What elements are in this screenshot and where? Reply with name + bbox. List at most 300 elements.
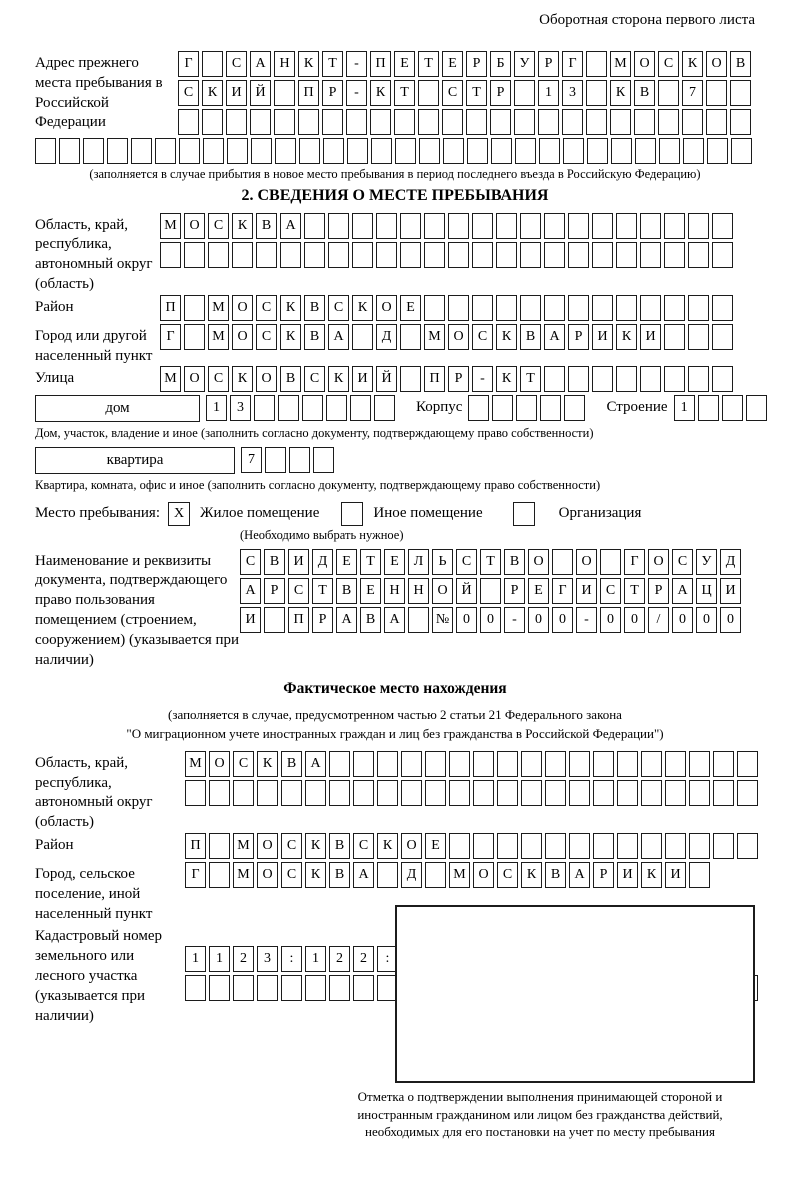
char-box: Е (360, 578, 381, 604)
char-box (497, 833, 518, 859)
char-box: О (232, 324, 253, 350)
char-box (274, 109, 295, 135)
char-box (635, 138, 656, 164)
stroenie-cells (674, 395, 770, 421)
char-box (305, 975, 326, 1001)
char-box (491, 138, 512, 164)
char-box: А (280, 213, 301, 239)
city-field (35, 324, 755, 367)
char-box: О (648, 549, 669, 575)
char-box (713, 833, 734, 859)
fact-district-label: Район (35, 837, 74, 853)
char-box: В (256, 213, 277, 239)
stay-type-row (35, 502, 755, 526)
char-box: К (232, 213, 253, 239)
char-box (184, 295, 205, 321)
char-box: К (305, 833, 326, 859)
char-box: И (665, 862, 686, 888)
apartment-cells (241, 447, 337, 473)
fact-city-label: Город, сельское поселение, иной населенный пункт (35, 866, 153, 922)
char-box: А (250, 51, 271, 77)
char-box: С (256, 295, 277, 321)
char-box (490, 109, 511, 135)
char-box (209, 780, 230, 806)
char-box (665, 833, 686, 859)
char-box: Д (312, 549, 333, 575)
char-box (610, 109, 631, 135)
char-box: Н (274, 51, 295, 77)
char-box: К (496, 366, 517, 392)
char-box (586, 109, 607, 135)
char-box: Г (160, 324, 181, 350)
char-box (323, 138, 344, 164)
char-box (640, 366, 661, 392)
char-box (418, 109, 439, 135)
char-box (131, 138, 152, 164)
char-box: 0 (720, 607, 741, 633)
char-box (448, 213, 469, 239)
char-box: - (504, 607, 525, 633)
char-box: К (305, 862, 326, 888)
house-type-box: дом (35, 395, 200, 422)
char-box: Й (456, 578, 477, 604)
char-box (202, 51, 223, 77)
korpus-cells (468, 395, 588, 421)
char-box (59, 138, 80, 164)
char-box: О (376, 295, 397, 321)
char-box: М (208, 295, 229, 321)
char-box: К (232, 366, 253, 392)
char-box: С (328, 295, 349, 321)
char-box (568, 366, 589, 392)
fact-district-field (35, 833, 755, 862)
char-box: М (233, 833, 254, 859)
char-box (712, 295, 733, 321)
char-box (564, 395, 585, 421)
char-box (641, 833, 662, 859)
fact-caption-2: "О миграционном учете иностранных граждан и лиц без гражданства в Российской Федерации") (126, 725, 664, 741)
char-box (424, 242, 445, 268)
prev-address-row-1 (178, 51, 754, 77)
char-box (443, 138, 464, 164)
char-box: 0 (696, 607, 717, 633)
char-box: В (304, 295, 325, 321)
char-box (400, 213, 421, 239)
char-box (568, 213, 589, 239)
char-box (544, 366, 565, 392)
char-box: С (226, 51, 247, 77)
char-box (569, 833, 590, 859)
char-box: П (185, 833, 206, 859)
city-row (160, 324, 736, 350)
char-box (472, 295, 493, 321)
char-box: 1 (305, 946, 326, 972)
char-box: В (281, 751, 302, 777)
char-box (496, 242, 517, 268)
char-box: 0 (600, 607, 621, 633)
char-box (400, 324, 421, 350)
street-row (160, 366, 736, 392)
stroenie-label: Строение (606, 399, 668, 416)
char-box: Г (185, 862, 206, 888)
char-box (184, 242, 205, 268)
char-box (449, 751, 470, 777)
char-box (514, 109, 535, 135)
char-box (377, 751, 398, 777)
char-box (278, 395, 299, 421)
char-box (329, 780, 350, 806)
char-box (449, 833, 470, 859)
char-box (289, 447, 310, 473)
district-field (35, 295, 755, 324)
char-box: И (352, 366, 373, 392)
char-box (280, 242, 301, 268)
char-box: 2 (353, 946, 374, 972)
char-box: С (600, 578, 621, 604)
char-box: В (329, 862, 350, 888)
char-box (328, 213, 349, 239)
char-box: 1 (538, 80, 559, 106)
char-box: Е (336, 549, 357, 575)
char-box: 0 (552, 607, 573, 633)
char-box (544, 242, 565, 268)
char-box (722, 395, 743, 421)
char-box (155, 138, 176, 164)
char-box: С (353, 833, 374, 859)
char-box (467, 138, 488, 164)
confirmation-mark-area (325, 905, 755, 1141)
char-box: В (264, 549, 285, 575)
char-box: О (257, 862, 278, 888)
char-box: О (576, 549, 597, 575)
stay-option-inoe: Иное помещение (373, 505, 483, 522)
char-box (593, 751, 614, 777)
char-box: Н (408, 578, 429, 604)
char-box: Е (425, 833, 446, 859)
char-box: В (545, 862, 566, 888)
char-box (208, 242, 229, 268)
city-label: Город или другой населенный пункт (35, 327, 153, 364)
char-box: № (432, 607, 453, 633)
char-box: - (472, 366, 493, 392)
char-box: Ь (432, 549, 453, 575)
fact-region-row-1 (185, 751, 761, 777)
char-box: М (160, 366, 181, 392)
char-box (586, 80, 607, 106)
char-box: М (424, 324, 445, 350)
char-box: 7 (241, 447, 262, 473)
char-box (497, 751, 518, 777)
char-box (425, 751, 446, 777)
char-box: К (328, 366, 349, 392)
char-box (497, 780, 518, 806)
char-box (616, 295, 637, 321)
char-box (328, 242, 349, 268)
char-box: К (202, 80, 223, 106)
char-box (346, 109, 367, 135)
char-box (688, 366, 709, 392)
char-box (707, 138, 728, 164)
char-box (184, 324, 205, 350)
char-box: Р (504, 578, 525, 604)
char-box: 1 (674, 395, 695, 421)
char-box (209, 862, 230, 888)
char-box (688, 242, 709, 268)
korpus-label: Корпус (416, 399, 463, 416)
char-box (257, 780, 278, 806)
char-box: Р (322, 80, 343, 106)
char-box: 2 (233, 946, 254, 972)
char-box: Ц (696, 578, 717, 604)
char-box (698, 395, 719, 421)
apartment-row (35, 447, 755, 476)
char-box (569, 780, 590, 806)
char-box (352, 213, 373, 239)
char-box: О (256, 366, 277, 392)
char-box (514, 80, 535, 106)
char-box (600, 549, 621, 575)
char-box: Т (312, 578, 333, 604)
prev-address-label: Адрес прежнего места пребывания в Российской Федерации (35, 55, 163, 131)
fact-region-label: Область, край, республика, автономный округ (область) (35, 754, 153, 831)
char-box: В (329, 833, 350, 859)
char-box: К (257, 751, 278, 777)
char-box: В (634, 80, 655, 106)
char-box: Р (448, 366, 469, 392)
char-box: С (472, 324, 493, 350)
char-box: С (208, 213, 229, 239)
char-box (616, 213, 637, 239)
char-box (521, 751, 542, 777)
char-box: : (377, 946, 398, 972)
char-box (353, 780, 374, 806)
char-box: М (208, 324, 229, 350)
char-box (480, 578, 501, 604)
char-box (302, 395, 323, 421)
char-box (425, 862, 446, 888)
char-box (232, 242, 253, 268)
cadastre-label: Кадастровый номер земельного или лесного участка (указывается при наличии) (35, 928, 162, 1024)
char-box: 3 (257, 946, 278, 972)
char-box (682, 109, 703, 135)
char-box (562, 109, 583, 135)
char-box: Т (480, 549, 501, 575)
document-row-3 (240, 607, 744, 633)
char-box: К (616, 324, 637, 350)
char-box (394, 109, 415, 135)
char-box: А (384, 607, 405, 633)
char-box: К (352, 295, 373, 321)
char-box: Е (528, 578, 549, 604)
char-box (587, 138, 608, 164)
char-box: О (401, 833, 422, 859)
char-box (408, 607, 429, 633)
char-box: - (346, 80, 367, 106)
char-box: М (185, 751, 206, 777)
char-box (264, 607, 285, 633)
char-box: А (353, 862, 374, 888)
char-box (689, 780, 710, 806)
char-box (473, 751, 494, 777)
char-box (665, 751, 686, 777)
char-box: И (592, 324, 613, 350)
char-box: С (497, 862, 518, 888)
char-box: О (184, 366, 205, 392)
char-box (713, 780, 734, 806)
char-box: 1 (185, 946, 206, 972)
document-label: Наименование и реквизиты документа, подтверждающего право пользования помещением (строением, сооружением) (указывается при наличии) (35, 552, 240, 668)
char-box: К (370, 80, 391, 106)
char-box (593, 780, 614, 806)
char-box (640, 295, 661, 321)
char-box: Р (466, 51, 487, 77)
char-box: 1 (206, 395, 227, 421)
char-box (329, 751, 350, 777)
char-box (592, 242, 613, 268)
char-box: И (240, 607, 261, 633)
char-box (202, 109, 223, 135)
char-box (539, 138, 560, 164)
char-box: Й (250, 80, 271, 106)
apartment-type-box: квартира (35, 447, 235, 474)
char-box: С (304, 366, 325, 392)
district-row (160, 295, 736, 321)
stay-option-zhiloe: Жилое помещение (200, 505, 320, 522)
char-box (730, 80, 751, 106)
char-box: А (328, 324, 349, 350)
region-row-2 (160, 242, 736, 268)
char-box (593, 833, 614, 859)
char-box: С (456, 549, 477, 575)
district-label: Район (35, 298, 74, 315)
char-box (274, 80, 295, 106)
char-box (265, 447, 286, 473)
char-box: К (496, 324, 517, 350)
char-box (712, 324, 733, 350)
char-box: О (232, 295, 253, 321)
char-box: П (424, 366, 445, 392)
char-box (347, 138, 368, 164)
char-box (746, 395, 767, 421)
char-box (107, 138, 128, 164)
char-box (737, 780, 758, 806)
char-box (540, 395, 561, 421)
char-box (203, 138, 224, 164)
char-box: К (641, 862, 662, 888)
char-box (731, 138, 752, 164)
char-box: Т (520, 366, 541, 392)
char-box: 3 (230, 395, 251, 421)
char-box: 3 (562, 80, 583, 106)
fact-city-row (185, 862, 713, 888)
char-box: О (209, 751, 230, 777)
char-box: П (298, 80, 319, 106)
char-box (737, 751, 758, 777)
fact-district-row (185, 833, 761, 859)
char-box: К (280, 324, 301, 350)
char-box (352, 324, 373, 350)
char-box: - (576, 607, 597, 633)
char-box (209, 833, 230, 859)
char-box (569, 751, 590, 777)
char-box (688, 213, 709, 239)
char-box (712, 213, 733, 239)
street-field (35, 366, 755, 395)
house-caption: Дом, участок, владение и иное (заполнить согласно документу, подтверждающему право собственности) (35, 426, 594, 441)
char-box: Е (394, 51, 415, 77)
char-box (563, 138, 584, 164)
char-box (401, 751, 422, 777)
char-box (395, 138, 416, 164)
fact-region-field (35, 751, 755, 833)
char-box: Т (322, 51, 343, 77)
stay-label: Место пребывания: (35, 505, 160, 522)
char-box (401, 780, 422, 806)
char-box: И (640, 324, 661, 350)
char-box (377, 780, 398, 806)
char-box (516, 395, 537, 421)
char-box (424, 295, 445, 321)
char-box: С (281, 833, 302, 859)
char-box: В (280, 366, 301, 392)
char-box (442, 109, 463, 135)
char-box (466, 109, 487, 135)
char-box: С (442, 80, 463, 106)
char-box (178, 109, 199, 135)
char-box (425, 780, 446, 806)
char-box (468, 395, 489, 421)
char-box (449, 780, 470, 806)
char-box (298, 109, 319, 135)
section2-title: 2. СВЕДЕНИЯ О МЕСТЕ ПРЕБЫВАНИЯ (241, 186, 549, 204)
prev-address-block (35, 51, 755, 183)
char-box: Р (490, 80, 511, 106)
char-box (520, 242, 541, 268)
char-box (664, 324, 685, 350)
char-box: А (672, 578, 693, 604)
char-box (370, 109, 391, 135)
char-box (664, 366, 685, 392)
char-box (304, 213, 325, 239)
char-box: П (288, 607, 309, 633)
char-box (616, 242, 637, 268)
char-box (665, 780, 686, 806)
checkbox-organizaciya (513, 502, 535, 526)
char-box: / (648, 607, 669, 633)
char-box (251, 138, 272, 164)
char-box: К (610, 80, 631, 106)
char-box: П (370, 51, 391, 77)
char-box: - (346, 51, 367, 77)
page-side-note: Оборотная сторона первого листа (539, 12, 755, 28)
char-box (371, 138, 392, 164)
street-label: Улица (35, 370, 75, 387)
char-box (568, 242, 589, 268)
char-box (568, 295, 589, 321)
char-box: К (521, 862, 542, 888)
char-box (688, 324, 709, 350)
char-box: Г (624, 549, 645, 575)
char-box (233, 975, 254, 1001)
char-box (326, 395, 347, 421)
char-box: Т (360, 549, 381, 575)
char-box: М (610, 51, 631, 77)
char-box: В (336, 578, 357, 604)
char-box: У (696, 549, 717, 575)
char-box: И (720, 578, 741, 604)
char-box: Г (562, 51, 583, 77)
char-box (538, 109, 559, 135)
